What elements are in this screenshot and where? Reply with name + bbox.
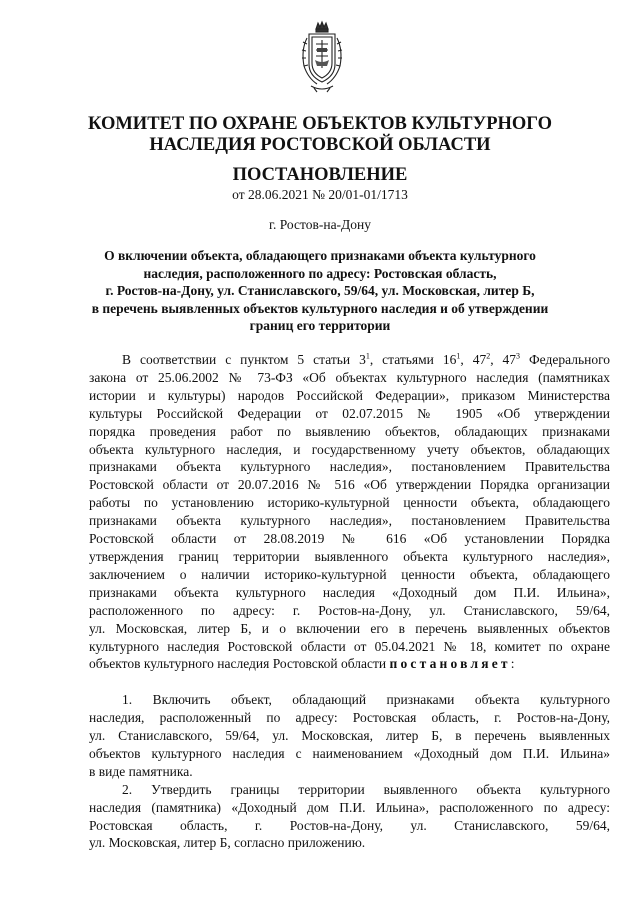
preamble-line: заключением о наличии историко-культурной ценности объекта, обладающего	[89, 566, 610, 582]
preamble-line: объекта культурного наследия, и государственному учету объектов, обладающих	[89, 441, 610, 457]
document-body	[89, 351, 610, 852]
resolves-word: постановляет	[389, 656, 511, 672]
preamble-line: ул. Московская, литер Б, и о включении его в перечень выявленных объектов	[89, 620, 610, 636]
preamble-line: порядка проведения работ по выявлению объектов, обладающих признаками	[89, 423, 610, 439]
preamble-line: Ростовской области от 20.07.2016 № 516 «Об утверждении Порядка организации	[89, 477, 610, 493]
preamble-line: истории и культуры) народов Российской Федерации», приказом Министерства	[89, 387, 610, 403]
text: Федерального	[520, 352, 611, 367]
text: , 47	[490, 352, 517, 367]
preamble-line: признаками объекта культурного наследия», постановлением Правительства	[89, 459, 610, 475]
preamble-line: Ростовской области от 28.08.2019 № 616 «Об установлении Порядка	[89, 531, 610, 547]
coat-of-arms-emblem	[299, 20, 345, 94]
resolution-item-1	[89, 691, 610, 781]
subject-line: наследия, расположенного по адресу: Ростовская область,	[143, 265, 497, 281]
item-line: в виде памятника.	[89, 763, 193, 779]
subject-line: г. Ростов-на-Дону, ул. Станиславского, 59/64, ул. Московская, литер Б,	[105, 283, 535, 299]
preamble-line	[89, 351, 610, 369]
document-number-date: от 28.06.2021 № 20/01-01/1713	[232, 187, 408, 202]
subject-line: О включении объекта, обладающего признаками объекта культурного	[104, 248, 536, 263]
preamble-line: утверждения границ территории выявленного объекта культурного наследия»,	[89, 548, 610, 564]
document-subject	[70, 247, 570, 335]
item-line: Ростовская область, г. Ростов-на-Дону, ул. Станиславского, 59/64,	[89, 817, 610, 833]
preamble-line: расположенного по адресу: г. Ростов-на-Дону, ул. Станиславского, 59/64,	[89, 602, 610, 618]
text: В соответствии с пунктом 5 статьи 3	[122, 352, 366, 367]
committee-title-line: НАСЛЕДИЯ РОСТОВСКОЙ ОБЛАСТИ	[149, 135, 491, 155]
item-line: наследия, расположенный по адресу: Ростовская область, г. Ростов-на-Дону,	[89, 710, 610, 726]
subject-line: в перечень выявленных объектов культурного наследия и об утверждении	[91, 300, 549, 316]
superscript: 1	[365, 351, 370, 361]
document-type: ПОСТАНОВЛЕНИЕ	[232, 165, 408, 185]
item-line: наследия (памятника) «Доходный дом П.И. Ильина», расположенного по адресу:	[89, 799, 610, 815]
preamble-paragraph	[89, 351, 610, 673]
preamble-line: культуры Российской Федерации от 02.07.2015 № 1905 «Об утверждении	[89, 405, 610, 421]
item-line: 1. Включить объект, обладающий признаками объекта культурного	[122, 692, 610, 708]
item-line: 2. Утвердить границы территории выявленного объекта культурного	[122, 781, 610, 797]
resolution-item-2	[89, 781, 610, 853]
paragraph-gap	[89, 673, 610, 691]
preamble-line: культурного наследия Ростовской области от 05.04.2021 № 18, комитет по охране	[89, 638, 610, 654]
superscript: 3	[516, 351, 521, 361]
item-line: объектов культурного наследия с наименованием «Доходный дом П.И. Ильина»	[89, 745, 610, 761]
item-line: ул. Московская, литер Б, согласно приложению.	[89, 835, 366, 851]
text: объектов культурного наследия Ростовской области	[89, 656, 390, 672]
text: , 47	[460, 352, 487, 367]
superscript: 1	[456, 351, 461, 361]
superscript: 2	[486, 351, 491, 361]
item-line: ул. Станиславского, 59/64, ул. Московская, литер Б, в перечень выявленных	[89, 728, 610, 744]
preamble-line	[89, 655, 610, 673]
subject-line: границ его территории	[249, 318, 391, 334]
text: :	[510, 656, 515, 672]
preamble-line: признаками объекта культурного наследия», постановлением Правительства	[89, 513, 610, 529]
preamble-line: работы по установлению историко-культурной ценности объекта, обладающего	[89, 495, 610, 511]
preamble-line: закона от 25.06.2002 № 73-ФЗ «Об объектах культурного наследия (памятниках	[89, 369, 610, 385]
committee-title-line: КОМИТЕТ ПО ОХРАНЕ ОБЪЕКТОВ КУЛЬТУРНОГО	[88, 114, 552, 134]
preamble-line: признаками объекта культурного наследия «Доходный дом П.И. Ильина»,	[89, 584, 610, 600]
text: , статьями 16	[369, 352, 457, 367]
city: г. Ростов-на-Дону	[268, 217, 371, 232]
committee-title	[0, 114, 640, 156]
